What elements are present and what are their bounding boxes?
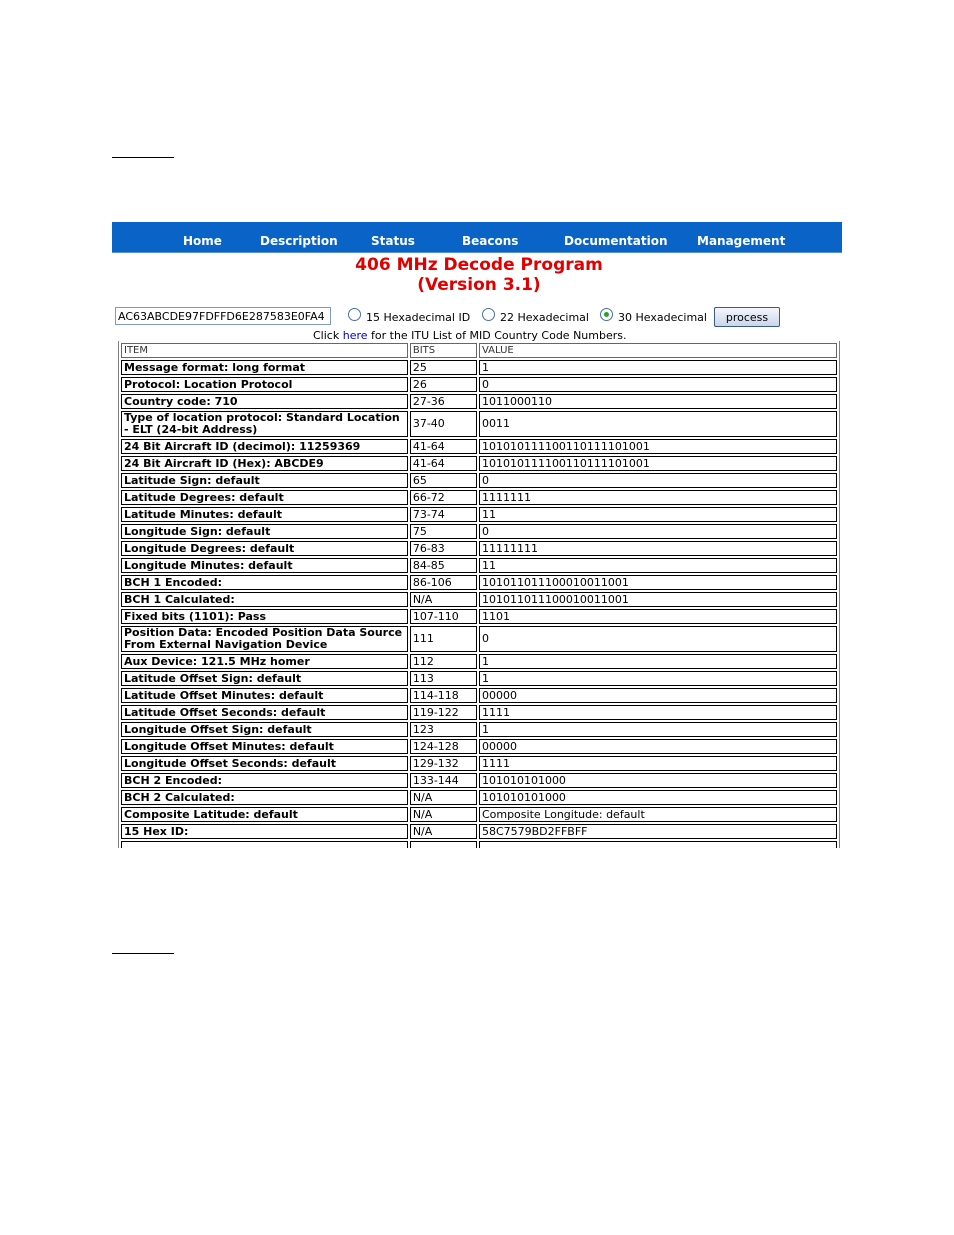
cell-bits: 65 xyxy=(410,473,477,488)
nav-status[interactable]: Status xyxy=(371,234,415,248)
table-row xyxy=(121,377,837,392)
table-row xyxy=(121,411,837,437)
table-row xyxy=(121,575,837,590)
table-row xyxy=(121,790,837,805)
header-bits: BITS xyxy=(410,343,477,358)
table-row xyxy=(121,626,837,652)
cell-value: 1111 xyxy=(479,756,837,771)
cell-bits: 75 xyxy=(410,524,477,539)
table-row xyxy=(121,807,837,822)
cell-value: 1 xyxy=(479,671,837,686)
cell-bits: N/A xyxy=(410,592,477,607)
cell-value: 00000 xyxy=(479,739,837,754)
table-row xyxy=(121,609,837,624)
table-row xyxy=(121,541,837,556)
cell-bits: 37-40 xyxy=(410,411,477,437)
page-subtitle: (Version 3.1) xyxy=(417,275,541,295)
cell-item: Latitude Minutes: default xyxy=(121,507,408,522)
cell-bits: 86-106 xyxy=(410,575,477,590)
cell-value: 101010111100110111101001 xyxy=(479,456,837,471)
cell-value: 1111111 xyxy=(479,490,837,505)
page-title: 406 MHz Decode Program xyxy=(355,255,603,275)
cell-bits: 111 xyxy=(410,626,477,652)
cell-value xyxy=(479,841,837,848)
header-value: VALUE xyxy=(479,343,837,358)
table-row xyxy=(121,841,837,848)
table-row xyxy=(121,558,837,573)
decode-table-container[interactable] xyxy=(118,341,840,848)
cell-value: Composite Longitude: default xyxy=(479,807,837,822)
cell-item: Latitude Offset Minutes: default xyxy=(121,688,408,703)
cell-item: Longitude Sign: default xyxy=(121,524,408,539)
table-row xyxy=(121,592,837,607)
decode-table xyxy=(119,341,839,848)
radio-22-hex[interactable] xyxy=(482,308,495,321)
table-row xyxy=(121,654,837,669)
top-divider xyxy=(112,157,174,158)
cell-bits: N/A xyxy=(410,790,477,805)
cell-bits: 129-132 xyxy=(410,756,477,771)
header-item: ITEM xyxy=(121,343,408,358)
cell-bits: 73-74 xyxy=(410,507,477,522)
cell-bits: 107-110 xyxy=(410,609,477,624)
cell-value: 101011011100010011001 xyxy=(479,575,837,590)
cell-bits: 84-85 xyxy=(410,558,477,573)
hex-input[interactable] xyxy=(115,307,331,325)
cell-item: Longitude Offset Sign: default xyxy=(121,722,408,737)
cell-bits: 27-36 xyxy=(410,394,477,409)
itu-prefix: Click xyxy=(313,329,343,342)
cell-item: Latitude Degrees: default xyxy=(121,490,408,505)
table-row xyxy=(121,824,837,839)
table-row xyxy=(121,705,837,720)
cell-item: Longitude Minutes: default xyxy=(121,558,408,573)
table-row xyxy=(121,394,837,409)
cell-value: 0 xyxy=(479,473,837,488)
cell-item: 15 Hex ID: xyxy=(121,824,408,839)
bottom-divider xyxy=(112,953,174,954)
table-row xyxy=(121,439,837,454)
cell-bits: 41-64 xyxy=(410,456,477,471)
cell-item: BCH 2 Calculated: xyxy=(121,790,408,805)
table-row xyxy=(121,507,837,522)
cell-item: Country code: 710 xyxy=(121,394,408,409)
cell-item: Latitude Offset Seconds: default xyxy=(121,705,408,720)
cell-value: 1011000110 xyxy=(479,394,837,409)
cell-value: 0011 xyxy=(479,411,837,437)
process-button[interactable]: process xyxy=(714,307,780,327)
radio-30-hex[interactable] xyxy=(600,308,613,321)
cell-bits: 113 xyxy=(410,671,477,686)
nav-management[interactable]: Management xyxy=(697,234,786,248)
cell-value: 0 xyxy=(479,524,837,539)
cell-item: Latitude Offset Sign: default xyxy=(121,671,408,686)
cell-value: 0 xyxy=(479,377,837,392)
cell-value: 00000 xyxy=(479,688,837,703)
itu-here-link[interactable]: here xyxy=(342,329,368,342)
table-row xyxy=(121,756,837,771)
itu-suffix: for the ITU List of MID Country Code Numbers. xyxy=(367,329,627,342)
table-row xyxy=(121,456,837,471)
cell-bits: N/A xyxy=(410,807,477,822)
cell-bits xyxy=(410,841,477,848)
nav-documentation[interactable]: Documentation xyxy=(564,234,668,248)
cell-item: BCH 2 Encoded: xyxy=(121,773,408,788)
cell-value: 1111 xyxy=(479,705,837,720)
cell-item: Position Data: Encoded Position Data Source From External Navigation Device xyxy=(121,626,408,652)
cell-item: Composite Latitude: default xyxy=(121,807,408,822)
cell-item: Fixed bits (1101): Pass xyxy=(121,609,408,624)
table-row xyxy=(121,688,837,703)
cell-value: 101010101000 xyxy=(479,790,837,805)
cell-value: 101010111100110111101001 xyxy=(479,439,837,454)
cell-bits: 26 xyxy=(410,377,477,392)
cell-item: BCH 1 Calculated: xyxy=(121,592,408,607)
cell-value: 1 xyxy=(479,360,837,375)
cell-item xyxy=(121,841,408,848)
cell-item: Message format: long format xyxy=(121,360,408,375)
cell-item: BCH 1 Encoded: xyxy=(121,575,408,590)
cell-value: 11111111 xyxy=(479,541,837,556)
table-row xyxy=(121,739,837,754)
cell-value: 58C7579BD2FFBFF xyxy=(479,824,837,839)
cell-bits: N/A xyxy=(410,824,477,839)
cell-item: 24 Bit Aircraft ID (decimol): 11259369 xyxy=(121,439,408,454)
table-row xyxy=(121,360,837,375)
table-row xyxy=(121,473,837,488)
table-header-row xyxy=(121,343,837,358)
cell-value: 1101 xyxy=(479,609,837,624)
cell-value: 101011011100010011001 xyxy=(479,592,837,607)
radio-15-label: 15 Hexadecimal ID xyxy=(366,311,471,324)
cell-value: 101010101000 xyxy=(479,773,837,788)
cell-item: Protocol: Location Protocol xyxy=(121,377,408,392)
table-row xyxy=(121,524,837,539)
cell-bits: 112 xyxy=(410,654,477,669)
cell-value: 11 xyxy=(479,558,837,573)
table-row xyxy=(121,490,837,505)
radio-30-label: 30 Hexadecimal xyxy=(618,311,707,324)
cell-bits: 76-83 xyxy=(410,541,477,556)
cell-value: 11 xyxy=(479,507,837,522)
cell-bits: 119-122 xyxy=(410,705,477,720)
cell-bits: 25 xyxy=(410,360,477,375)
cell-bits: 66-72 xyxy=(410,490,477,505)
cell-item: Type of location protocol: Standard Location - ELT (24-bit Address) xyxy=(121,411,408,437)
table-row xyxy=(121,671,837,686)
cell-item: 24 Bit Aircraft ID (Hex): ABCDE9 xyxy=(121,456,408,471)
radio-22-label: 22 Hexadecimal xyxy=(500,311,589,324)
cell-bits: 124-128 xyxy=(410,739,477,754)
table-row xyxy=(121,773,837,788)
nav-bar xyxy=(112,222,842,253)
cell-bits: 123 xyxy=(410,722,477,737)
cell-bits: 114-118 xyxy=(410,688,477,703)
cell-item: Latitude Sign: default xyxy=(121,473,408,488)
cell-bits: 133-144 xyxy=(410,773,477,788)
cell-item: Aux Device: 121.5 MHz homer xyxy=(121,654,408,669)
table-row xyxy=(121,722,837,737)
cell-value: 0 xyxy=(479,626,837,652)
cell-item: Longitude Offset Minutes: default xyxy=(121,739,408,754)
nav-beacons[interactable]: Beacons xyxy=(462,234,519,248)
cell-value: 1 xyxy=(479,654,837,669)
nav-description[interactable]: Description xyxy=(260,234,338,248)
cell-bits: 41-64 xyxy=(410,439,477,454)
nav-home[interactable]: Home xyxy=(183,234,222,248)
cell-item: Longitude Degrees: default xyxy=(121,541,408,556)
cell-value: 1 xyxy=(479,722,837,737)
cell-item: Longitude Offset Seconds: default xyxy=(121,756,408,771)
radio-15-hex[interactable] xyxy=(348,308,361,321)
